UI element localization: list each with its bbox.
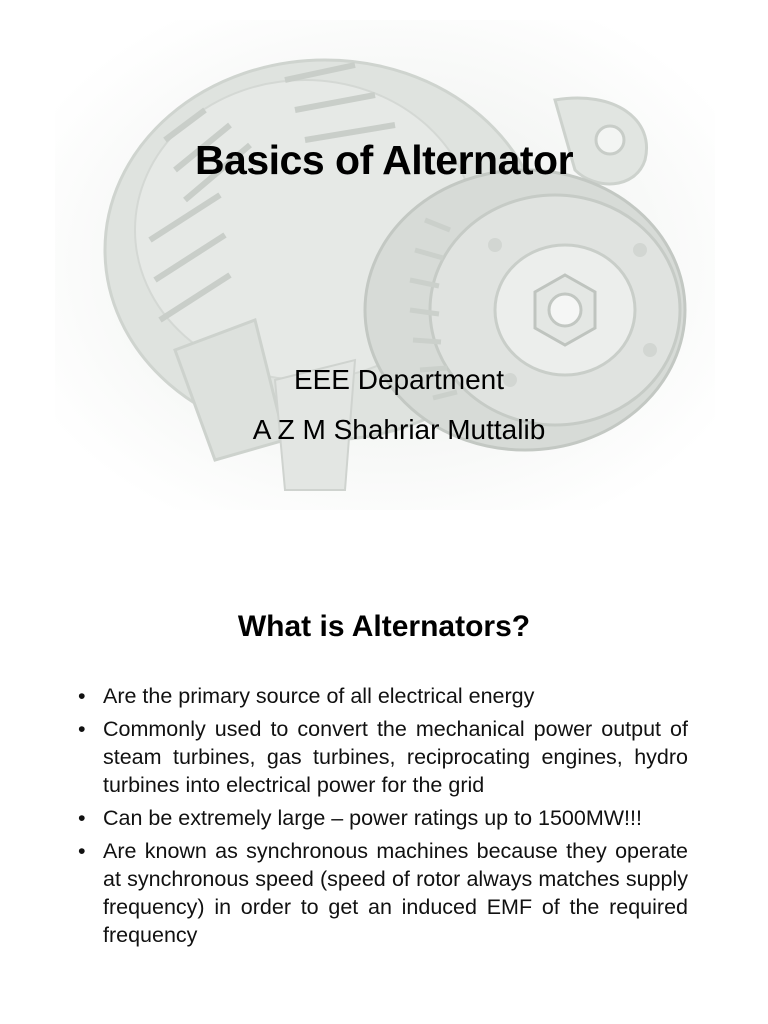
- slide-title: What is Alternators?: [237, 610, 531, 643]
- bullet-list: [74, 682, 688, 954]
- bullet-item: [74, 715, 688, 799]
- bullet-item: [74, 682, 688, 710]
- department-label: EEE Department: [293, 364, 505, 395]
- bullet-icon: •: [78, 806, 86, 830]
- content-slide: [0, 512, 768, 1024]
- bullet-text: Can be extremely large – power ratings up to 1500MW!!!: [103, 806, 642, 830]
- bullet-text: Are the primary source of all electrical energy: [103, 684, 535, 708]
- bullet-item: [74, 837, 688, 949]
- bullet-icon: •: [78, 717, 86, 741]
- bullet-icon: •: [78, 839, 86, 863]
- author-name: A Z M Shahriar Muttalib: [252, 414, 546, 445]
- slide-title: Basics of Alternator: [194, 137, 574, 183]
- bullet-text: Commonly used to convert the mechanical power output of steam turbines, gas turbines, reciprocating engines, hydro turbines into electrical power for the grid: [103, 717, 688, 797]
- bullet-item: [74, 804, 688, 832]
- bullet-icon: •: [78, 684, 86, 708]
- bullet-text: Are known as synchronous machines because they operate at synchronous speed (speed of rotor always matches supply frequency) in order to get an induced EMF of the required frequency: [103, 839, 688, 947]
